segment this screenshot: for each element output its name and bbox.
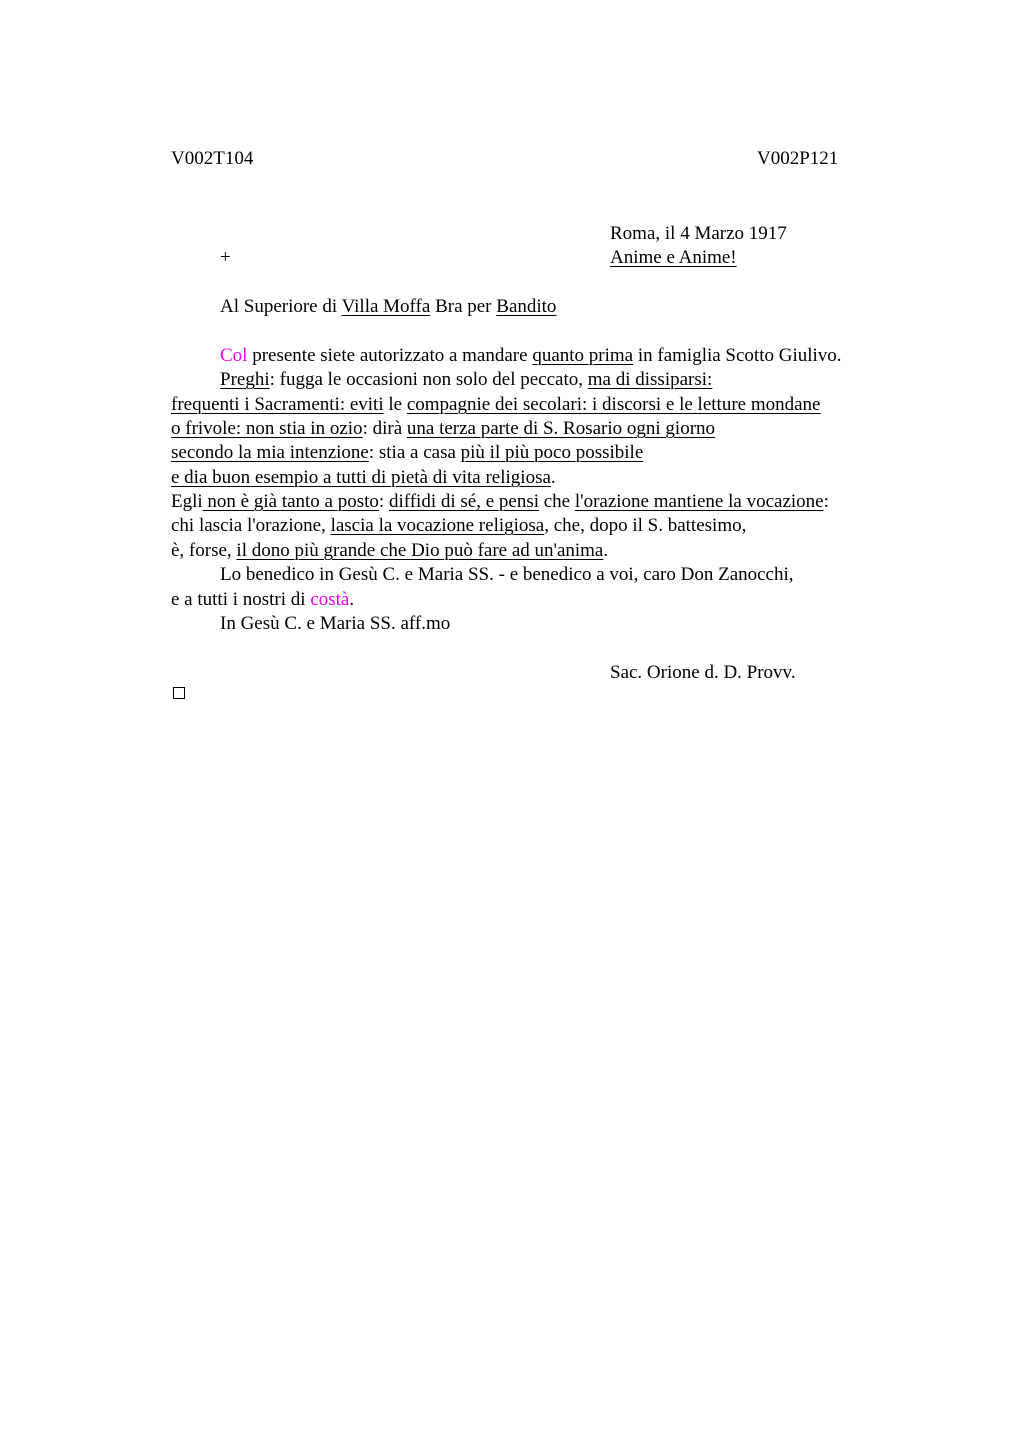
- underlined-text: secondo la mia intenzione: [171, 442, 369, 463]
- underlined-text: quanto prima: [532, 345, 634, 366]
- underlined-text: ma di dissiparsi:: [587, 369, 713, 390]
- body-text: :: [823, 491, 829, 512]
- body-text: chi lascia l'orazione,: [171, 515, 331, 536]
- body-text: le: [383, 394, 407, 415]
- body-line-7: [171, 492, 829, 511]
- body-text: che: [539, 491, 575, 512]
- address-place: Bandito: [496, 296, 557, 317]
- underlined-text: diffidi di sé, e pensi: [388, 491, 539, 512]
- body-text: :: [378, 491, 389, 512]
- highlighted-word: costà: [310, 589, 350, 610]
- closing-line: In Gesù C. e Maria SS. aff.mo: [220, 613, 451, 634]
- underlined-text: non è già tanto a posto: [202, 491, 379, 512]
- body-text: : fugga le occasioni non solo del peccato,: [269, 369, 588, 390]
- underlined-text: o frivole: non stia in ozio: [171, 418, 363, 439]
- body-line-4: [171, 419, 715, 438]
- body-line-2: [220, 370, 712, 389]
- square-marker-icon: [173, 687, 185, 699]
- body-text: .: [349, 589, 355, 610]
- underlined-text: frequenti i Sacramenti: eviti: [171, 394, 384, 415]
- address-place: Villa Moffa: [341, 296, 431, 317]
- underlined-text: più il più poco possibile: [460, 442, 644, 463]
- place-date: Roma, il 4 Marzo 1917: [610, 223, 787, 244]
- underlined-text: compagnie dei secolari: i discorsi e le letture mondane: [406, 394, 821, 415]
- underlined-text: lascia la vocazione religiosa: [330, 515, 545, 536]
- underlined-text: l'orazione mantiene la vocazione: [574, 491, 824, 512]
- body-text: .: [550, 467, 556, 488]
- body-text: : stia a casa: [368, 442, 461, 463]
- body-text: .: [603, 540, 609, 561]
- address-text: Bra per: [430, 296, 497, 317]
- underlined-text: Preghi: [220, 369, 270, 390]
- body-text: in famiglia Scotto Giulivo.: [633, 345, 842, 366]
- underlined-text: il dono più grande che Dio può fare ad un'anima: [236, 540, 604, 561]
- address-text: Al Superiore di: [220, 296, 342, 317]
- body-line-8: [171, 516, 746, 535]
- body-line-1: [220, 346, 842, 365]
- body-text: Egli: [171, 491, 203, 512]
- body-text: e a tutti i nostri di: [171, 589, 311, 610]
- address-line: [220, 297, 556, 316]
- body-line-5: [171, 443, 643, 462]
- cross-mark: +: [220, 247, 231, 268]
- body-text: presente siete autorizzato a mandare: [247, 345, 533, 366]
- body-text: è, forse,: [171, 540, 237, 561]
- body-text: : dirà: [362, 418, 407, 439]
- body-line-9: [171, 541, 608, 560]
- header-left-code: V002T104: [171, 148, 254, 169]
- header-right-code: V002P121: [757, 148, 839, 169]
- highlighted-word: Col: [220, 345, 248, 366]
- motto: Anime e Anime!: [610, 247, 737, 268]
- body-text: , che, dopo il S. battesimo,: [544, 515, 747, 536]
- body-line-6: [171, 468, 556, 487]
- body-line-10: Lo benedico in Gesù C. e Maria SS. - e benedico a voi, caro Don Zanocchi,: [220, 564, 794, 585]
- underlined-text: una terza parte di S. Rosario ogni giorno: [406, 418, 716, 439]
- signature: Sac. Orione d. D. Provv.: [610, 662, 796, 683]
- body-line-3: [171, 395, 820, 414]
- body-line-11: [171, 590, 354, 609]
- underlined-text: e dia buon esempio a tutti di pietà di vita religiosa: [171, 467, 551, 488]
